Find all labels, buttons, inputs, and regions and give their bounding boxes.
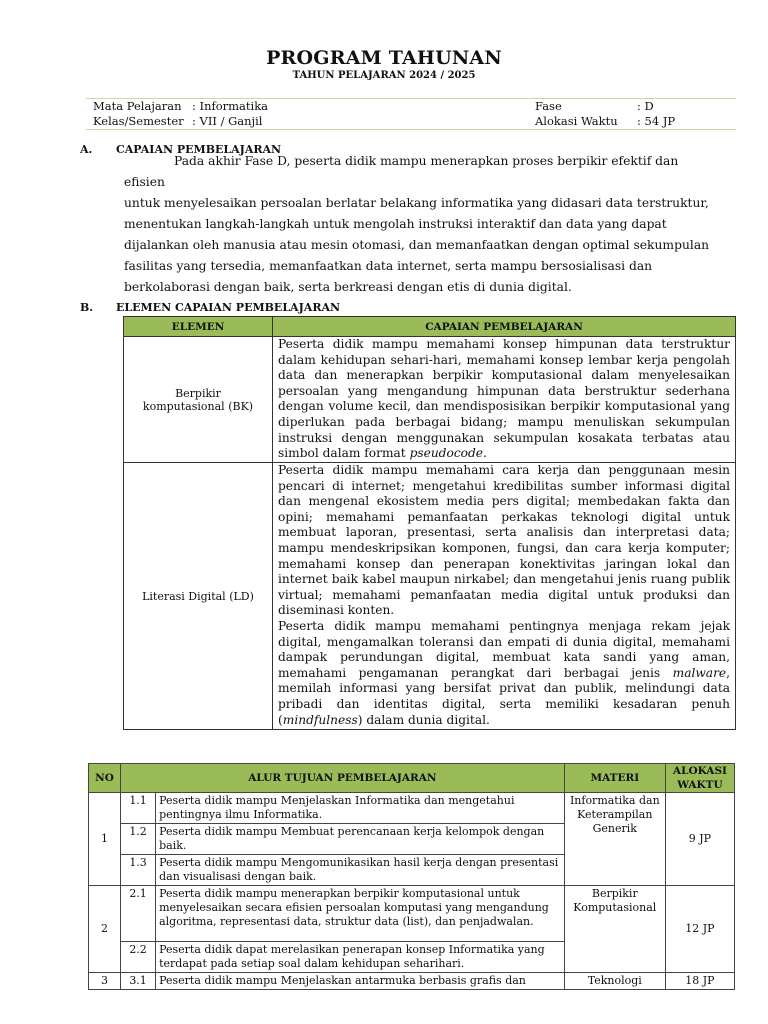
header-alokasi: ALOKASI WAKTU	[665, 764, 734, 793]
materi-cell: Teknologi	[564, 973, 665, 990]
page-title: PROGRAM TAHUNAN	[266, 47, 502, 69]
paragraph-line: Pada akhir Fase D, peserta didik mampu menerapkan proses berpikir efektif dan efisien	[124, 154, 679, 189]
capaian-cell	[273, 337, 736, 463]
atp-table	[88, 763, 735, 990]
header-elemen: ELEMEN	[124, 317, 273, 337]
capaian-cell	[273, 463, 736, 730]
tujuan-cell: Peserta didik mampu Membuat perencanaan kerja kelompok dengan baik.	[156, 824, 565, 855]
paragraph-line: menentukan langkah-langkah untuk mengolah instruksi interaktif dan data yang dapat	[124, 217, 667, 231]
header-no: NO	[89, 764, 121, 793]
capaian-text: ) dalam dunia digital.	[357, 712, 490, 727]
capaian-italic: mindfulness	[282, 712, 358, 727]
tujuan-cell: Peserta didik mampu Mengomunikasikan hasil kerja dengan presentasi dan visualisasi dengan baik.	[156, 855, 565, 886]
capaian-paragraph: Peserta didik mampu memahami cara kerja dan penggunaan mesin pencari di internet; mengetahui kredibilitas sumber informasi digital dan mengenal ekosistem media pers digital; membedakan fakta dan opini; memahami pemanfaatan perkakas teknologi digital untuk membuat laporan, presentasi, serta analisis dan interpretasi data; mampu mendeskripsikan komponen, fungsi, dan cara kerja komputer; memahami konsep dan penerapan konektivitas jaringan lokal dan internet baik kabel maupun nirkabel; dan mengetahui jenis ruang publik virtual; memahami pemanfaatan media digital untuk produksi dan diseminasi konten.	[278, 463, 730, 618]
elemen-name-line: komputasional (BK)	[142, 399, 254, 413]
kelas-value: : VII / Ganjil	[192, 114, 263, 128]
tujuan-cell: Peserta didik mampu menerapkan berpikir komputasional untuk menyelesaikan secara efisien persoalan komputasi yang mengandung algoritma, representasi data, struktur data (list), dan penjadwalan.	[156, 886, 565, 942]
section-a-letter: A.	[80, 143, 93, 156]
paragraph-line: fasilitas yang tersedia, memanfaatkan data internet, serta mampu bersosialisasi dan	[124, 259, 653, 273]
no-cell: 1	[89, 793, 121, 886]
kelas-label: Kelas/Semester	[93, 114, 184, 128]
tujuan-cell: Peserta didik dapat merelasikan penerapan konsep Informatika yang terdapat pada setiap soal dalam kehidupan seharihari.	[156, 942, 565, 973]
table-row	[124, 463, 736, 730]
code-cell: 1.2	[121, 824, 156, 855]
elemen-cell	[124, 463, 273, 730]
table-header-row	[124, 317, 736, 337]
paragraph-line: dijalankan oleh manusia atau mesin otomasi, dan memanfaatkan dengan optimal sekumpulan	[124, 238, 710, 252]
info-box	[86, 98, 736, 130]
elemen-table	[123, 316, 736, 730]
paragraph-line: berkolaborasi dengan baik, serta berkreasi dengan etis di dunia digital.	[124, 280, 572, 294]
section-a-paragraph	[124, 151, 722, 298]
alokasi-cell: 12 JP	[665, 886, 734, 973]
table-row	[89, 793, 735, 824]
table-row	[124, 337, 736, 463]
alokasi-cell: 9 JP	[665, 793, 734, 886]
mapel-label: Mata Pelajaran	[93, 99, 182, 113]
code-cell: 1.3	[121, 855, 156, 886]
header-materi: MATERI	[564, 764, 665, 793]
no-cell: 2	[89, 886, 121, 973]
elemen-name-line: Literasi Digital (LD)	[142, 589, 254, 603]
capaian-text: Peserta didik mampu memahami pentingnya menjaga rekam jejak digital, mengamalkan toleransi dan empati di dunia digital, memahami dampak perundungan digital, membuat kata sandi yang aman, memahami pengamanan perangkat dari berbagai jenis	[278, 618, 730, 680]
fase-label: Fase	[535, 99, 562, 113]
table-row	[89, 886, 735, 942]
elemen-name-line: Berpikir	[175, 386, 221, 400]
capaian-text: , memilah informasi yang bersifat privat dan publik, melindungi data pribadi dan identitas digital, serta memiliki kesadaran penuh (	[278, 665, 730, 727]
header-capaian: CAPAIAN PEMBELAJARAN	[273, 317, 736, 337]
code-cell: 1.1	[121, 793, 156, 824]
alokasi-label: Alokasi Waktu	[535, 114, 618, 128]
section-a-title: CAPAIAN PEMBELAJARAN	[116, 143, 282, 156]
code-cell: 3.1	[121, 973, 156, 990]
alokasi-cell: 18 JP	[665, 973, 734, 990]
capaian-end: .	[483, 446, 487, 461]
table-header-row	[89, 764, 735, 793]
page-subtitle: TAHUN PELAJARAN 2024 / 2025	[292, 70, 476, 81]
section-b-title: ELEMEN CAPAIAN PEMBELAJARAN	[116, 301, 341, 314]
mapel-value: : Informatika	[192, 99, 269, 113]
capaian-paragraph	[278, 619, 730, 728]
alokasi-value: : 54 JP	[637, 114, 676, 128]
fase-value: : D	[637, 99, 654, 113]
capaian-italic: malware	[672, 665, 727, 680]
no-cell: 3	[89, 973, 121, 990]
tujuan-cell: Peserta didik mampu Menjelaskan antarmuka berbasis grafis dan	[156, 973, 565, 990]
code-cell: 2.2	[121, 942, 156, 973]
code-cell: 2.1	[121, 886, 156, 942]
section-b-letter: B.	[80, 301, 94, 314]
tujuan-cell: Peserta didik mampu Menjelaskan Informatika dan mengetahui pentingnya ilmu Informatika.	[156, 793, 565, 824]
materi-cell: Informatika dan Keterampilan Generik	[564, 793, 665, 886]
paragraph-line: untuk menyelesaikan persoalan berlatar belakang informatika yang didasari data terstruktur,	[124, 196, 709, 210]
elemen-cell	[124, 337, 273, 463]
header-alur: ALUR TUJUAN PEMBELAJARAN	[121, 764, 565, 793]
table-row	[89, 973, 735, 990]
capaian-text: Peserta didik mampu memahami konsep himpunan data terstruktur dalam kehidupan sehari-hari, memahami konsep lembar kerja pengolah data dan menerapkan berpikir komputasional dalam menyelesaikan persoalan yang mengandung himpunan data berstruktur sederhana dengan volume kecil, dan mendisposisikan berpikir komputasional yang diperlukan pada berbagai bidang; mampu menuliskan sekumpulan instruksi dengan menggunakan sekumpulan kosakata terbatas atau simbol dalam format	[278, 337, 730, 461]
materi-cell: Berpikir Komputasional	[564, 886, 665, 973]
capaian-italic: pseudocode	[409, 446, 483, 461]
